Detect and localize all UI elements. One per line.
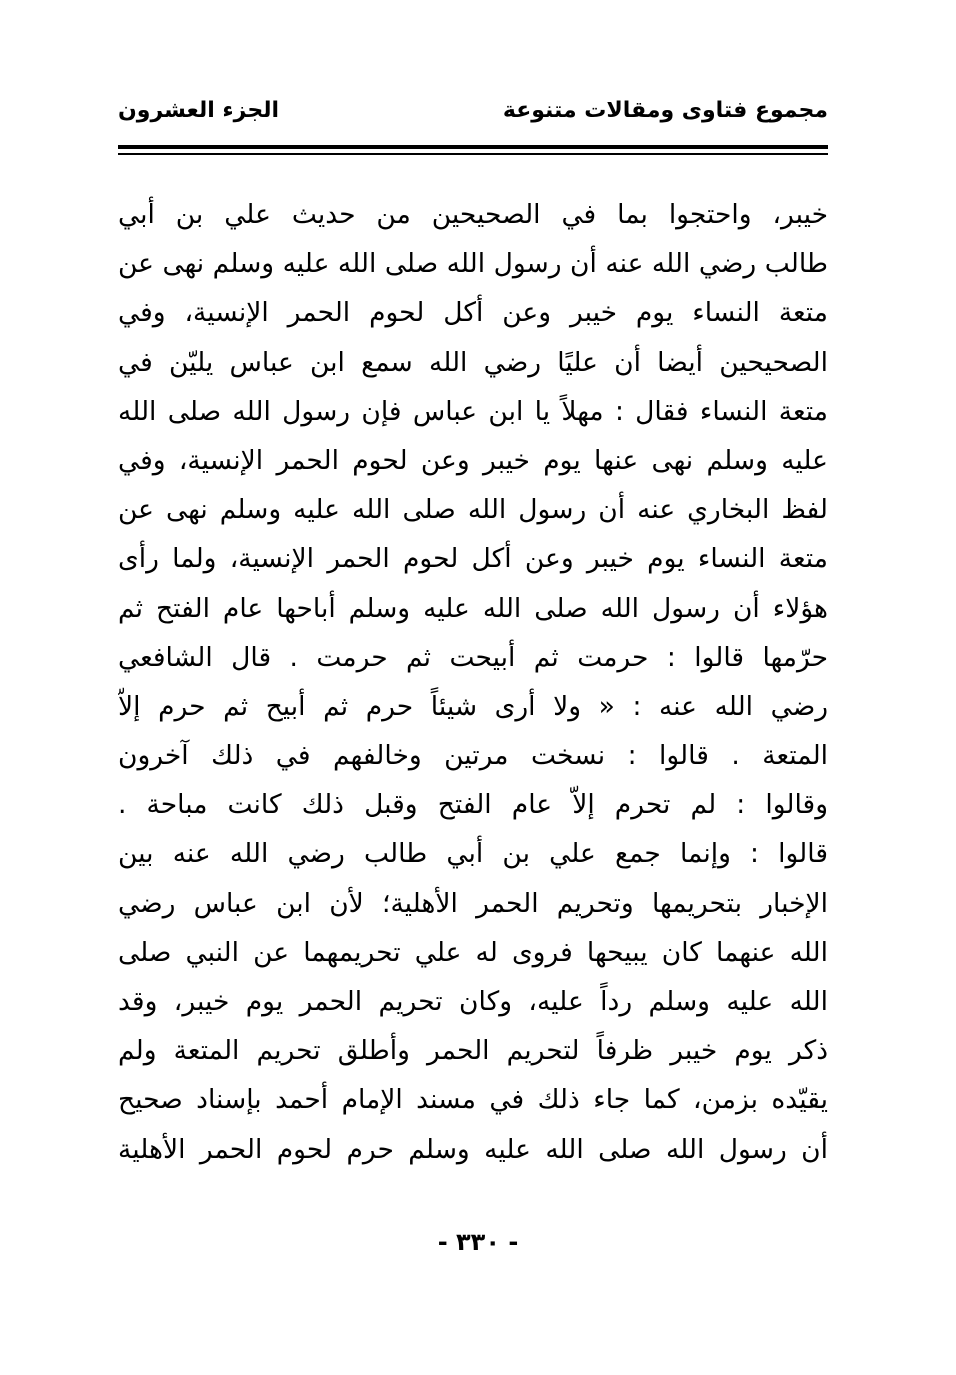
text-line-16: الله عنهما كان يبيحها فروى له علي تحريمهما عن النبي صلى bbox=[118, 936, 828, 968]
header-rule-thin bbox=[118, 153, 828, 155]
text-line-17: الله عليه وسلم رداً عليه، وكان تحريم الحمر يوم خيبر، وقد bbox=[118, 986, 828, 1017]
book-title: مجموع فتاوى ومقالات متنوعة bbox=[502, 98, 828, 123]
text-line-12: المتعة . قالوا : نسخت مرتين وخالفهم في ذلك آخرون bbox=[118, 740, 828, 772]
text-line-11: رضي الله عنه : « ولا أرى شيئاً حرم ثم أبيح ثم حرم إلاّ bbox=[118, 690, 828, 722]
text-line-19: يقيّده بزمن، كما جاء ذلك في مسند الإمام أحمد بإسناد صحيح bbox=[118, 1084, 828, 1116]
page-number: - ٣٣٠ - bbox=[437, 1228, 519, 1256]
text-line-9: هؤلاء أن رسول الله صلى الله عليه وسلم أباحها عام الفتح ثم bbox=[118, 592, 828, 624]
volume-label: الجزء العشرون bbox=[118, 98, 279, 123]
text-line-6: عليه وسلم نهى عنها يوم خيبر وعن لحوم الحمر الإنسية، وفي bbox=[118, 444, 828, 476]
text-line-3: متعة النساء يوم خيبر وعن أكل لحوم الحمر الإنسية، وفي bbox=[118, 297, 828, 329]
body-text bbox=[118, 190, 828, 1174]
text-line-18: ذكر يوم خيبر ظرفاً لتحريم الحمر وأطلق تحريم المتعة ولم bbox=[118, 1035, 828, 1067]
text-line-10: حرّمها قالوا : حرمت ثم أبيحت ثم حرمت . قال الشافعي bbox=[118, 641, 828, 673]
text-line-15: الإخبار بتحريمها وتحريم الحمر الأهلية؛ لأن ابن عباس رضي bbox=[118, 887, 828, 919]
text-line-5: متعة النساء فقال : مهلاً يا ابن عباس فإن رسول الله صلى الله bbox=[118, 395, 828, 427]
text-line-8: متعة النساء يوم خيبر وعن أكل لحوم الحمر الإنسية، ولما رأى bbox=[118, 543, 828, 575]
header-rule-thick bbox=[118, 145, 828, 149]
text-line-4: الصحيحين أيضا أن عليًا رضي الله سمع ابن عباس يليّن في bbox=[118, 346, 828, 378]
running-header bbox=[118, 92, 828, 142]
text-line-20: أن رسول الله صلى الله عليه وسلم حرم لحوم الحمر الأهلية bbox=[118, 1133, 828, 1165]
text-line-2: طالب رضي الله عنه أن رسول الله صلى الله عليه وسلم نهى عن bbox=[118, 248, 828, 280]
text-line-13: وقالوا : لم تحرم إلاّ عام الفتح وقبل ذلك كانت مباحة . bbox=[118, 789, 828, 821]
text-line-14: قالوا : وإنما جمع علي بن أبي طالب رضي الله عنه بين bbox=[118, 838, 828, 870]
text-line-7: لفظ البخاري عنه أن رسول الله صلى الله عليه وسلم نهى عن bbox=[118, 494, 828, 526]
text-line-1: خيبر، واحتجوا بما في الصحيحين من حديث علي بن أبي bbox=[118, 199, 828, 230]
